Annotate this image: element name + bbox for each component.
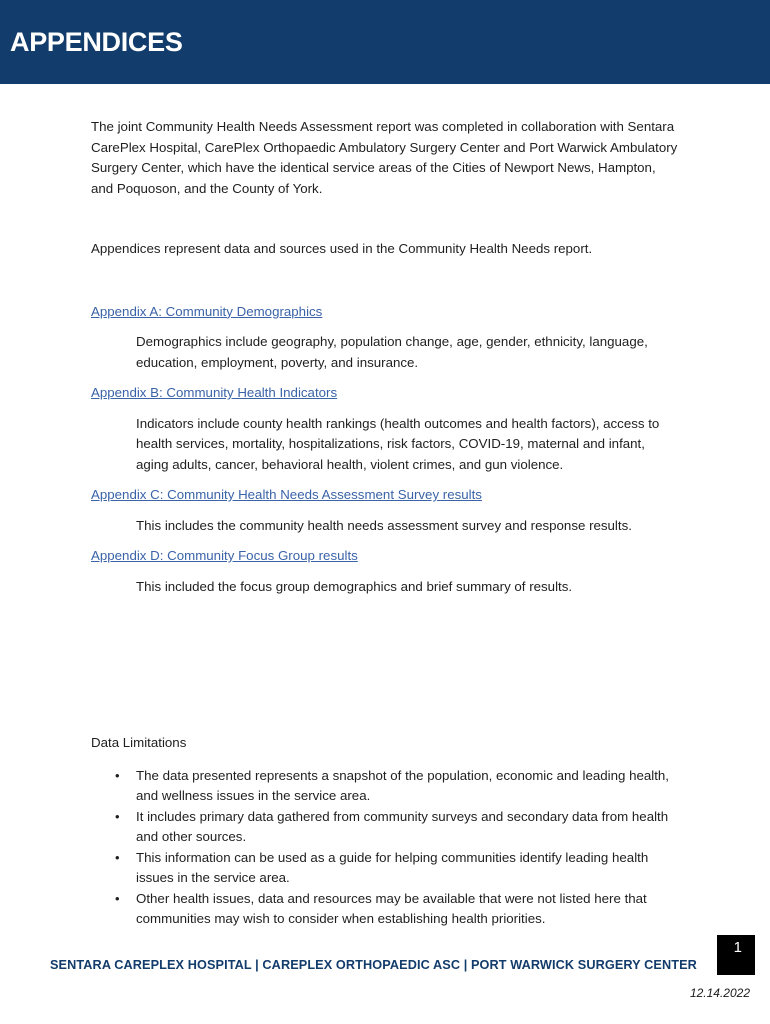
appendix-c-link[interactable]: Appendix C: Community Health Needs Assessment Survey results: [91, 487, 482, 502]
list-item: [115, 889, 676, 930]
data-limitations-heading: Data Limitations: [91, 735, 187, 750]
page-title: APPENDICES: [10, 27, 183, 57]
list-item-text: It includes primary data gathered from community surveys and secondary data from health and other sources.: [136, 808, 669, 844]
list-item-text: The data presented represents a snapshot of the population, economic and leading health, and wellness issues in the service area.: [136, 767, 669, 803]
bullet-icon: •: [115, 849, 120, 865]
appendix-a-description: Demographics include geography, population change, age, gender, ethnicity, language, education, employment, poverty, and insurance.: [136, 334, 648, 370]
appendix-d-link[interactable]: Appendix D: Community Focus Group results: [91, 548, 358, 563]
list-item-text: This information can be used as a guide for helping communities identify leading health issues in the service area.: [136, 849, 649, 885]
page-number: 1: [733, 939, 742, 956]
list-item: [115, 807, 676, 848]
bullet-icon: •: [115, 890, 120, 906]
appendix-list: [91, 302, 691, 598]
page-number-badge: [717, 935, 755, 975]
list-item: [115, 848, 676, 889]
appendix-d-description: This included the focus group demographics and brief summary of results.: [136, 578, 573, 594]
list-item-text: Other health issues, data and resources may be available that were not listed here that communities may wish to consider when establishing health priorities.: [136, 890, 647, 926]
appendix-b-link[interactable]: Appendix B: Community Health Indicators: [91, 385, 338, 400]
appendix-c-description: This includes the community health needs assessment survey and response results.: [136, 517, 632, 533]
appendix-b-description: Indicators include county health rankings (health outcomes and health factors), access to health services, mortality, hospitalizations, risk factors, COVID-19, maternal and infant, aging adults, cancer, behavioral health, violent crimes, and gun violence.: [136, 415, 660, 472]
footer-organizations: SENTARA CAREPLEX HOSPITAL | CAREPLEX ORTHOPAEDIC ASC | PORT WARWICK SURGERY CENTER: [50, 958, 697, 972]
main-content: [91, 117, 691, 607]
data-limitations-list: [91, 766, 676, 930]
header-banner: [0, 0, 770, 84]
appendix-a-link[interactable]: Appendix A: Community Demographics: [91, 303, 323, 319]
bullet-icon: •: [115, 808, 120, 824]
data-limitations-section: [91, 733, 691, 930]
bullet-icon: •: [115, 767, 120, 783]
summary-paragraph: Appendices represent data and sources used in the Community Health Needs report.: [91, 241, 593, 256]
intro-paragraph: The joint Community Health Needs Assessment report was completed in collaboration with Sentara CarePlex Hospital, CarePlex Orthopaedic Ambulatory Surgery Center and Port Warwick Ambulatory Surgery Center, which have the identical service areas of the Cities of Newport News, Hampton, and Poquoson, and the County of York.: [91, 119, 678, 196]
document-date: 12.14.2022: [689, 986, 750, 1000]
list-item: [115, 766, 676, 807]
